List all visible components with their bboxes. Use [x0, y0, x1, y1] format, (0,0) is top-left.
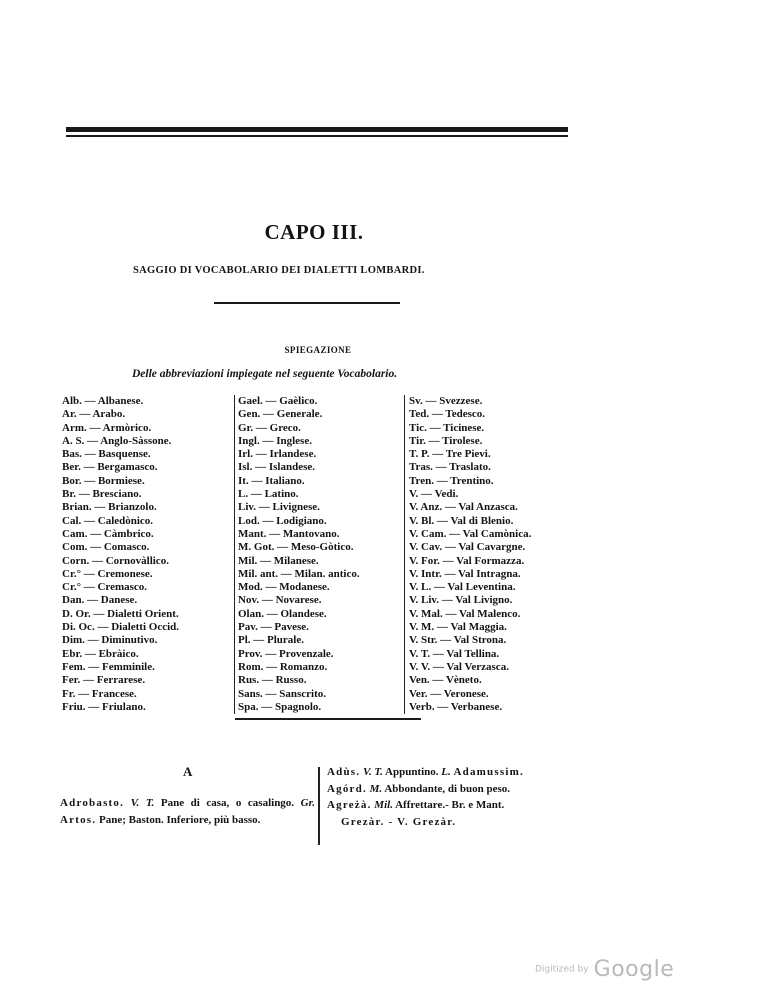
lower-divider — [235, 718, 421, 720]
entry-definition-cont: Pane; Baston. Inferiore, più basso. — [98, 813, 261, 826]
abbreviation-item: Isl. — Islandese. — [238, 461, 316, 474]
abbreviation-item: Cr.° — Cremonese. — [62, 567, 153, 580]
abbreviations-heading: Delle abbreviazioni impiegate nel seguente Vocabolario. — [132, 368, 398, 380]
abbreviation-item: Cr.° — Cremasco. — [62, 581, 148, 594]
abbreviation-item: V. Cav. — Val Cavargne. — [409, 541, 526, 554]
abbreviations-column-2 — [234, 395, 408, 714]
column-separator — [318, 767, 320, 845]
watermark-prefix: Digitized by — [535, 964, 589, 975]
entry-etymon: Artos. — [60, 813, 97, 826]
abbreviation-item: V. — Vedi. — [409, 488, 459, 501]
abbreviation-item: Pl. — Plurale. — [238, 634, 304, 647]
entry-headword: Adùs. — [327, 766, 361, 778]
abbreviation-item: Friu. — Friulano. — [62, 700, 146, 713]
abbreviation-item: Prov. — Provenzale. — [238, 647, 334, 660]
entry-definition: Affrettare.- Br. e Mant. — [395, 799, 505, 811]
abbreviation-item: Mil. — Milanese. — [238, 554, 319, 567]
abbreviation-item: Fem. — Femminile. — [62, 660, 155, 673]
entry-etymon: Adamussim. — [453, 766, 524, 778]
entry-source: Mil. — [374, 799, 393, 811]
abbreviation-item: V. For. — Val Formazza. — [409, 554, 525, 567]
abbreviation-item: Tir. — Tirolese. — [409, 434, 483, 447]
entry-source: M. — [369, 782, 383, 795]
abbreviation-item: Corn. — Cornovàllico. — [62, 554, 169, 567]
entry-language-label: Gr. — [300, 797, 315, 809]
abbreviation-item: Ven. — Vèneto. — [409, 674, 482, 687]
abbreviation-item: Gen. — Generale. — [238, 408, 323, 421]
abbreviation-item: Alb. — Albanese. — [62, 395, 144, 407]
abbreviation-item: A. S. — Anglo-Sàssone. — [62, 434, 172, 447]
abbreviation-item: Nov. — Novarese. — [238, 594, 322, 607]
abbreviation-item: Olan. — Olandese. — [238, 607, 327, 620]
abbreviation-item: Ted. — Tedesco. — [409, 408, 486, 421]
chapter-title: CAPO III. — [264, 220, 364, 244]
entry-continuation: Grezàr. - V. Grezàr. — [341, 815, 457, 828]
abbreviation-item: Sv. — Svezzese. — [409, 395, 483, 407]
watermark-brand: Google — [593, 957, 675, 982]
abbreviation-item: Di. Oc. — Dialetti Occid. — [62, 621, 180, 634]
dictionary-section-letter: A — [183, 764, 193, 779]
abbreviation-item: V. Intr. — Val Intragna. — [409, 567, 521, 580]
abbreviation-item: Ingl. — Inglese. — [238, 434, 312, 447]
entry-language-label: L. — [441, 766, 451, 778]
abbreviation-item: V. Str. — Val Strona. — [409, 634, 507, 647]
abbreviation-item: Irl. — Irlandese. — [238, 448, 317, 461]
chapter-subtitle: SAGGIO DI VOCABOLARIO DEI DIALETTI LOMBARDI. — [133, 265, 425, 276]
abbreviation-item: Rus. — Russo. — [238, 674, 307, 687]
abbreviation-item: Verb. — Verbanese. — [409, 700, 503, 713]
abbreviation-item: M. Got. — Meso-Gòtico. — [238, 541, 354, 554]
entry-headword: Agórd. — [327, 782, 367, 795]
abbreviation-item: V. Anz. — Val Anzasca. — [409, 501, 518, 514]
abbreviation-item: Pav. — Pavese. — [238, 621, 309, 634]
abbreviation-item: V. Bl. — Val di Blenio. — [409, 514, 514, 527]
abbreviation-item: Ebr. — Ebràico. — [62, 647, 139, 660]
entry-definition: Appuntino. — [385, 766, 439, 778]
abbreviation-item: Dim. — Diminutivo. — [62, 634, 158, 647]
abbreviation-item: V. Liv. — Val Livigno. — [409, 594, 513, 607]
abbreviation-item: Tren. — Trentino. — [409, 474, 494, 487]
abbreviation-item: V. Mal. — Val Malenco. — [409, 607, 521, 620]
abbreviation-item: Lod. — Lodigiano. — [238, 514, 327, 527]
abbreviation-item: Mant. — Mantovano. — [238, 527, 340, 540]
abbreviation-item: Fer. — Ferrarese. — [62, 674, 146, 687]
abbreviation-item: D. Or. — Dialetti Orient. — [62, 607, 179, 620]
dictionary-entry-left — [60, 795, 315, 828]
abbreviation-item: Arm. — Armòrico. — [62, 421, 152, 434]
abbreviation-item: Spa. — Spagnolo. — [238, 700, 322, 713]
abbreviation-item: Gr. — Greco. — [238, 421, 301, 434]
abbreviation-item: Ver. — Veronese. — [409, 687, 489, 700]
abbreviation-item: Br. — Bresciano. — [62, 488, 142, 501]
abbreviations-column-3 — [404, 395, 581, 714]
section-divider — [214, 302, 400, 304]
abbreviation-item: Brian. — Brianzolo. — [62, 501, 157, 514]
dictionary-entry — [327, 764, 577, 781]
abbreviation-item: V. V. — Val Verzasca. — [409, 660, 509, 673]
abbreviation-item: L. — Latino. — [238, 488, 299, 501]
abbreviation-item: Ber. — Bergamasco. — [62, 461, 158, 474]
abbreviation-item: Rom. — Romanzo. — [238, 660, 328, 673]
abbreviation-item: V. M. — Val Maggia. — [409, 621, 507, 634]
abbreviation-item: V. L. — Val Leventina. — [409, 581, 516, 594]
top-double-rule-thin — [66, 135, 568, 137]
entry-headword: Adrobasto. — [60, 797, 125, 809]
abbreviation-item: T. P. — Tre Pievi. — [409, 448, 491, 461]
abbreviation-item: Sans. — Sanscrito. — [238, 687, 327, 700]
entry-source: V. T. — [130, 797, 155, 809]
abbreviation-item: Cam. — Càmbrico. — [62, 527, 154, 540]
abbreviation-item: Fr. — Francese. — [62, 687, 137, 700]
abbreviation-item: Tras. — Traslato. — [409, 461, 491, 474]
abbreviation-item: Gael. — Gaèlico. — [238, 395, 318, 407]
abbreviation-item: It. — Italiano. — [238, 474, 305, 487]
abbreviation-item: Cal. — Caledònico. — [62, 514, 154, 527]
entry-source: V. T. — [362, 766, 383, 778]
entry-headword: Agreżà. — [327, 799, 372, 811]
abbreviation-item: V. Cam. — Val Camònica. — [409, 527, 532, 540]
entry-definition: Pane di casa, o casalingo. — [160, 797, 295, 809]
abbreviation-item: Bor. — Bormiese. — [62, 474, 145, 487]
abbreviation-item: Ar. — Arabo. — [62, 408, 126, 421]
abbreviation-item: Dan. — Danese. — [62, 594, 138, 607]
abbreviations-column-1 — [62, 395, 230, 714]
dictionary-entries-right — [327, 764, 577, 830]
abbreviation-item: Liv. — Livignese. — [238, 501, 320, 514]
abbreviation-item: Mil. ant. — Milan. antico. — [238, 567, 360, 580]
dictionary-entry — [327, 781, 577, 798]
dictionary-entry — [327, 797, 577, 830]
abbreviation-item: Tic. — Ticinese. — [409, 421, 485, 434]
abbreviation-item: V. T. — Val Tellina. — [409, 647, 500, 660]
entry-definition: Abbondante, di buon peso. — [384, 782, 510, 795]
abbreviation-item: Bas. — Basquense. — [62, 448, 151, 461]
section-label: SPIEGAZIONE — [284, 345, 352, 355]
top-double-rule-thick — [66, 127, 568, 132]
digitization-watermark — [535, 957, 674, 982]
abbreviation-item: Com. — Comasco. — [62, 541, 150, 554]
abbreviation-item: Mod. — Modanese. — [238, 581, 330, 594]
